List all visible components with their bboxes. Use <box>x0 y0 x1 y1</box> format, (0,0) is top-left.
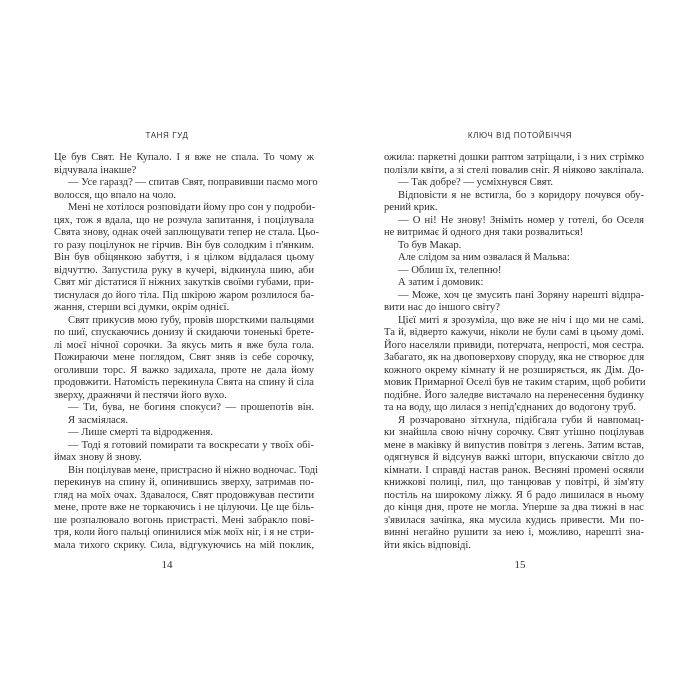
page-number: 14 <box>161 559 173 571</box>
page-number: 15 <box>514 559 526 571</box>
text-line: кімнати. І справді настав ранок. Весняні промені осяяли <box>384 464 644 476</box>
text-line: — Усе гаразд? — спитав Свят, поправивши пасмо мого <box>68 177 318 188</box>
page-body <box>54 152 319 552</box>
text-line: То був Макар. <box>398 239 462 251</box>
text-line: — Так добре? — усміхнувся Свят. <box>398 177 553 188</box>
text-line: Він був обіцянкою забуття, і я цілком віддалася цьому <box>54 252 314 263</box>
paragraph <box>54 315 314 403</box>
paragraph <box>54 177 318 202</box>
text-line: до кінця дня, проте не могла. Уперше за два тижні в нас <box>384 502 644 513</box>
paragraph <box>384 290 644 315</box>
text-line: вити нас до іншого світу? <box>384 302 500 313</box>
text-line: відчуттю. Запустила руку в кучері, відкинула шию, аби <box>54 264 314 276</box>
text-line: не витримає й одного дня таки розвалиться! <box>384 227 584 238</box>
text-line: А затим і домовик: <box>398 277 484 288</box>
text-line: — Може, хоч це змусить пані Зоряну нарешті відпра- <box>398 289 644 301</box>
text-line: Свята знову, однак очей заплющувати тепер не стала. Цьо- <box>54 227 319 238</box>
paragraph <box>54 427 314 440</box>
text-line: — Тоді я готовий помирати та воскресати у твоїх обі- <box>68 439 314 451</box>
text-line: Це був Свят. Не Купало. І я вже не спала. То чому ж <box>54 152 314 163</box>
paragraph <box>384 415 644 553</box>
text-line: йти якісь відповіді. <box>384 539 471 551</box>
text-line: мовик Примарної Оселі був не таким старим, щоб робити <box>384 377 646 388</box>
text-line: тря, коли його пальці опинилися між моїх ніг, і я не стри- <box>54 527 314 538</box>
text-line: продовжити. Натомість перекинула Свята на спину й сіла <box>54 377 314 388</box>
text-line: волосся, що впало на чоло. <box>54 189 177 201</box>
text-line: відчувала інакше? <box>54 164 137 176</box>
text-line: мене, проте вже не торкаючись і не цілуючи. Це ще біль- <box>54 502 314 513</box>
paragraph <box>54 202 319 315</box>
text-line: — Облиш їх, телепню! <box>398 264 502 276</box>
text-line: гляд на моїх очах. Здавалося, Свят продовжував пестити <box>54 489 314 501</box>
text-line: ймах знову й знову. <box>54 452 142 463</box>
paragraph <box>54 402 314 415</box>
text-line: мала тихого скрику. Сила, відгукуючись на мій поклик, <box>54 539 314 551</box>
paragraph <box>384 152 644 177</box>
page-body <box>384 152 644 552</box>
paragraph <box>384 215 644 240</box>
text-line: оголивши торс. Я важко задихала, проте не дала йому <box>54 364 314 376</box>
paragraph <box>54 464 319 553</box>
paragraph <box>54 152 314 177</box>
text-line: кожного окрему кімнату й не розширяється, як Дім. До- <box>384 364 644 376</box>
text-line: перекинув на спину й, опинившись зверху, затримав по- <box>54 477 314 488</box>
paragraph <box>54 440 314 465</box>
text-line: ки знайшла свою нічну сорочку. Свят утішно поцілував <box>384 427 644 438</box>
text-line: рений крик. <box>384 202 438 213</box>
paragraph <box>384 190 644 215</box>
text-line: лі моєї нічної сорочки. За якусь мить я вже була гола. <box>54 339 314 351</box>
text-line: одягнувся й відсунув важкі штори, впускаючи світло до <box>384 452 644 463</box>
text-line: та на воду, що лилася з непід'єднаних до водогону труб. <box>384 402 636 413</box>
text-line: — Ти, бува, не богиня спокуси? — прошепотів він. <box>68 402 314 413</box>
text-line: цях, тож я вдала, що не розчула запитання, і поцілувала <box>54 214 314 226</box>
paragraph <box>384 252 644 265</box>
text-line: — О ні! Не знову! Зніміть номер у готелі, бо Оселя <box>398 214 644 226</box>
text-line: — Лише смерті та відродження. <box>68 427 213 438</box>
text-line: Його населяли привиди, потерчата, непрості, моя сестра. <box>384 339 644 351</box>
running-header-author: ТАНЯ ГУД <box>145 131 189 140</box>
paragraph <box>384 315 644 415</box>
text-line: Свят міг дістатися її ніжних закутків своїми губами, при- <box>54 277 314 288</box>
paragraph <box>384 265 644 278</box>
text-line: постіль на широкому ліжку. Я б радо лишилася в ньому <box>384 489 644 501</box>
text-line: Свят прикусив мою ґубу, провів шорсткими пальцями <box>68 314 314 326</box>
text-line: го разу поцілунок не гірчив. Він був солодким і п'янким. <box>54 239 314 251</box>
text-line: Але слідом за ним озвалася й Мальва: <box>398 252 570 263</box>
text-line: Та й, відверто кажучи, ніколи не були самі в цьому домі. <box>384 327 644 338</box>
text-line: полізли квіти, а зі стелі повалив сніг. Я ніяково закліпала. <box>384 164 644 176</box>
text-line: Відповісти я не встигла, бо з коридору почувся обу- <box>398 189 644 201</box>
text-line: Цієї миті я зрозуміла, що вже не ніч і що ми не самі. <box>398 314 644 326</box>
text-line: Я засміялася. <box>68 414 129 426</box>
paragraph <box>384 240 644 253</box>
text-line: мене в маківку й випустив повітря з легень. Затим встав, <box>384 439 644 451</box>
text-line: подібне. Його заледве вистачало на перенесення будинку <box>384 389 644 401</box>
text-line: по шиї, спускаючись донизу й скидаючи тоненькі брете- <box>54 327 314 338</box>
text-line: Пожираючи мене поглядом, Свят зняв із себе сорочку, <box>54 352 314 363</box>
text-line: ожила: паркетні дошки раптом затріщали, і з них стрімко <box>384 152 644 163</box>
text-line: книжкові полиці, пил, що танцював у повітрі, й зім'яту <box>384 477 644 488</box>
text-line: зверху, дражнячи й пестячи його вухо. <box>54 389 227 401</box>
right-page <box>350 0 700 700</box>
text-line: Мені не хотілося розповідати йому про сон у подроби- <box>68 202 316 213</box>
text-line: ше розпалювало вогонь пристрасті. Мені забракло пові- <box>54 514 314 526</box>
text-line: тиснулася до його тіла. Під шкірою жаром розлилося ба- <box>54 289 314 301</box>
text-line: винні негайно рушити за нею і, можливо, нарешті зна- <box>384 527 644 538</box>
text-line: з'явилася зачіпка, яка мусила кудись привести. Ми по- <box>384 514 644 526</box>
text-line: жання, стерши всі думки, окрім однієї. <box>54 302 230 313</box>
text-line: Забагато, як на двоповерхову споруду, яка не створює для <box>384 352 645 363</box>
paragraph <box>384 177 644 190</box>
paragraph <box>384 277 644 290</box>
text-line: Я розчаровано зітхнула, підібгала губи й навпомац- <box>398 414 644 426</box>
text-line: Він поцілував мене, пристрасно й ніжно водночас. Тоді <box>68 464 319 476</box>
running-header-title: КЛЮЧ ВІД ПОТОЙБІЧЧЯ <box>467 131 573 140</box>
paragraph <box>54 415 314 428</box>
